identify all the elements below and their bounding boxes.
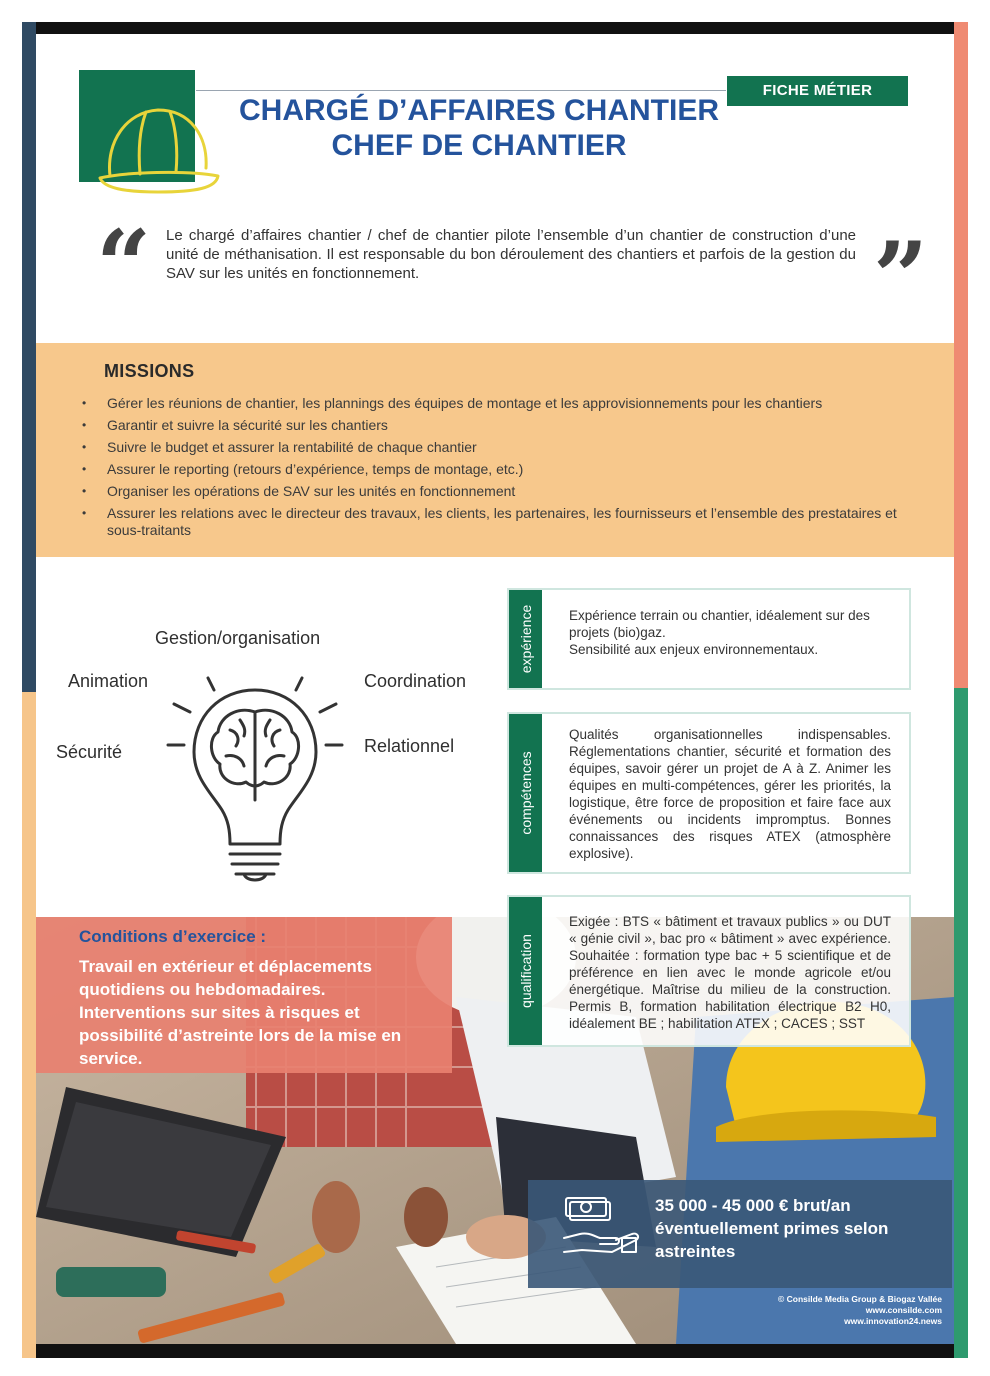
mission-text: Suivre le budget et assurer la rentabilité de chaque chantier	[107, 439, 477, 455]
frame-right-border-lower	[954, 688, 968, 1358]
page-title-line1: CHARGÉ D’AFFAIRES CHANTIER	[238, 94, 719, 127]
list-item	[82, 483, 922, 500]
frame-left-border-lower	[22, 692, 36, 1358]
intro-text: Le chargé d’affaires chantier / chef de chantier pilote l’ensemble d’un chantier de construction d’une unité de méthanisation. Il est responsable du bon déroulement des chantiers et parfois de la gestion du SAV sur les unités en fonctionnement.	[166, 227, 856, 282]
credits	[778, 1294, 942, 1327]
mission-text: Gérer les réunions de chantier, les plannings des équipes de montage et les approvisionnements pour les chantiers	[107, 395, 823, 411]
frame-top-border	[22, 22, 968, 34]
mission-text: Assurer le reporting (retours d’expérience, temps de montage, etc.)	[107, 461, 524, 477]
frame-bottom-border	[22, 1344, 968, 1358]
credit-line: © Consilde Media Group & Biogaz Vallée	[777, 1294, 942, 1304]
frame-left-border-upper	[22, 22, 36, 692]
conditions-title: Conditions d’exercice :	[79, 927, 267, 946]
quote-open-icon: “	[96, 209, 152, 322]
mission-text: Garantir et suivre la sécurité sur les chantiers	[107, 417, 388, 433]
skill-securite: Sécurité	[56, 742, 123, 762]
missions-list	[82, 395, 922, 544]
bullet-icon: •	[82, 484, 87, 498]
card-tab-label: expérience	[517, 604, 534, 674]
card-tab	[509, 590, 542, 688]
card-text: Qualités organisationnelles indispensables. Réglementations chantier, sécurité et formation des équipes, savoir gérer un projet de A à Z. Animer les équipes en multi-compétences, gérer les priorités, la logistique, être force de proposition et faire face aux événements ou incidents impromptus. Bonnes connaissances des risques ATEX (atmosphère explosive).	[569, 727, 891, 861]
credit-line: www.consilde.com	[865, 1305, 942, 1315]
missions-title: MISSIONS	[104, 361, 195, 381]
list-item	[82, 395, 922, 412]
card-tab-label: compétences	[517, 751, 534, 835]
salary-text: 35 000 - 45 000 € brut/an éventuellement primes selon astreintes	[655, 1196, 889, 1261]
bullet-icon: •	[82, 440, 87, 454]
mission-text: Assurer les relations avec le directeur des travaux, les clients, les partenaires, les fournisseurs et l’ensemble des prestataires et sous-traitants	[107, 505, 897, 538]
skill-coordination: Coordination	[364, 671, 467, 691]
card-tab	[509, 897, 542, 1045]
page-title-line2: CHEF DE CHANTIER	[331, 129, 627, 162]
skill-relationnel: Relationnel	[364, 736, 455, 756]
card-text: Expérience terrain ou chantier, idéalement sur des projets (bio)gaz. Sensibilité aux enjeux environnementaux.	[569, 608, 870, 657]
quote-close-icon: ”	[873, 221, 929, 334]
list-item	[82, 505, 922, 539]
salary-panel	[528, 1180, 952, 1288]
bullet-icon: •	[82, 506, 87, 520]
list-item	[82, 417, 922, 434]
skill-gestion: Gestion/organisation	[155, 628, 321, 648]
credit-line: www.innovation24.news	[844, 1316, 942, 1326]
frame-right-border-upper	[954, 22, 968, 688]
missions-section	[36, 343, 954, 557]
bullet-icon: •	[82, 418, 87, 432]
conditions-text: Travail en extérieur et déplacements quotidiens ou hebdomadaires. Interventions sur sites à risques et possibilité d’astreinte lors de la mise en service.	[79, 957, 402, 1068]
card-experience	[507, 588, 911, 690]
mission-text: Organiser les opérations de SAV sur les unités en fonctionnement	[107, 483, 516, 499]
card-tab-label: qualification	[517, 934, 534, 1008]
bullet-icon: •	[82, 396, 87, 410]
bullet-icon: •	[82, 462, 87, 476]
card-competences	[507, 712, 911, 874]
title-rule	[196, 90, 726, 91]
fiche-metier-badge: FICHE MÉTIER	[727, 76, 908, 106]
card-text: Exigée : BTS « bâtiment et travaux publics » ou DUT « génie civil », bac pro « bâtiment » avec expérience. Souhaitée : formation type bac + 5 scientifique et de préférence en lien avec le monde agricole et/ou énergétique. Maîtrise du milieu de la construction. Permis B, formation habilitation électrique B2 H0, idéalement BE ; habilitation ATEX ; CACES ; SST	[569, 914, 891, 1031]
lightbulb-brain-icon	[160, 660, 350, 890]
card-qualification	[507, 895, 911, 1047]
list-item	[82, 439, 922, 456]
conditions-panel	[36, 917, 452, 1073]
skill-animation: Animation	[68, 671, 149, 691]
list-item	[82, 461, 922, 478]
money-hand-icon	[562, 1194, 642, 1258]
card-tab	[509, 714, 542, 872]
